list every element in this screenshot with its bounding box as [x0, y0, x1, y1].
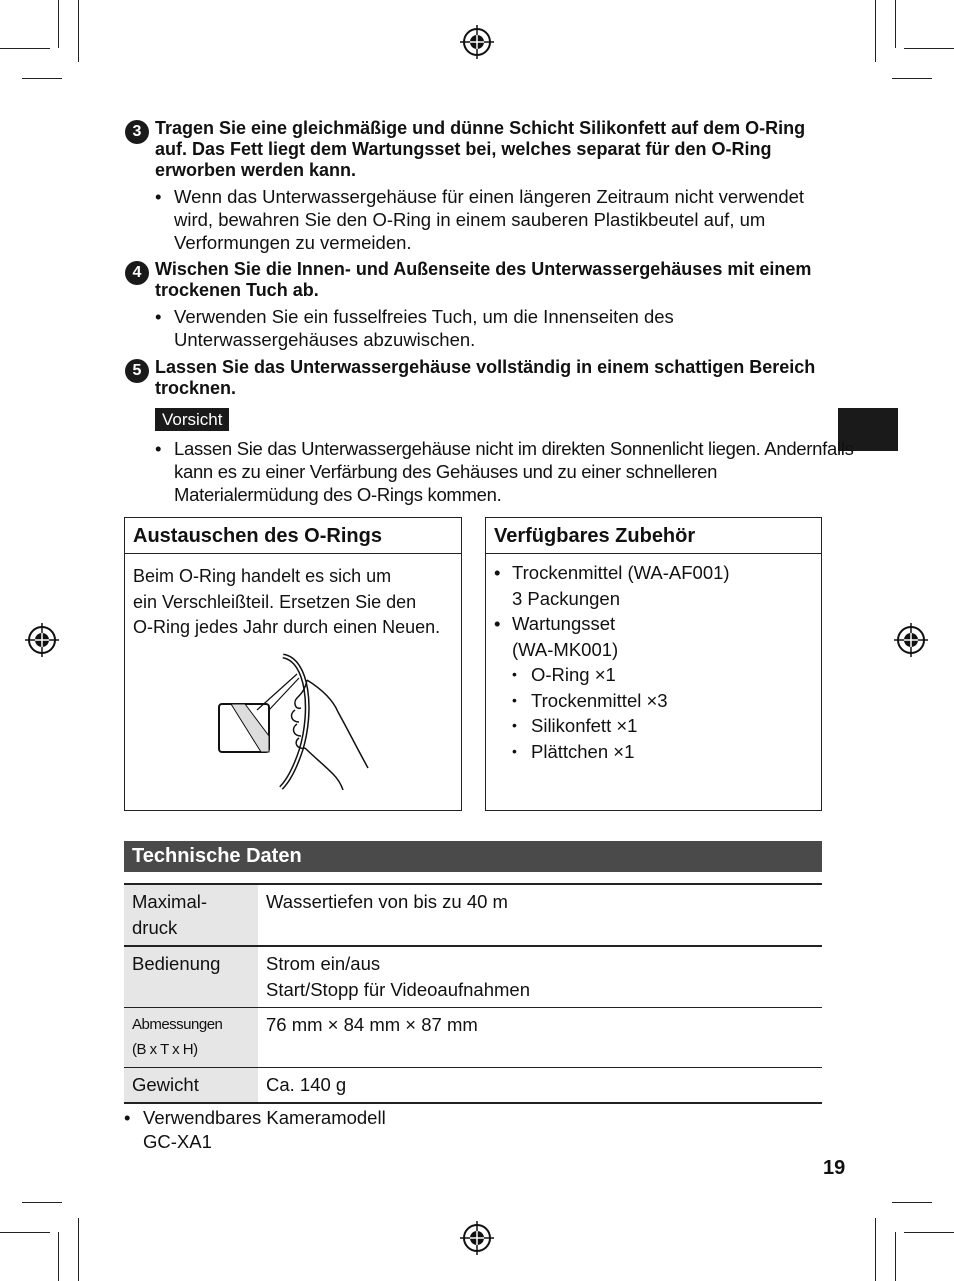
- kit-item: O-Ring ×1: [531, 664, 616, 685]
- box-text-line: ein Verschleißteil. Ersetzen Sie den: [133, 591, 417, 612]
- step-5: [125, 357, 825, 399]
- list-item: [512, 688, 821, 714]
- kit-item: Trockenmittel ×3: [531, 689, 668, 711]
- registration-mark-icon: [460, 25, 494, 59]
- spec-value: [258, 1008, 822, 1068]
- spec-label: [124, 884, 258, 946]
- spec-label-line: Abmessungen: [132, 1016, 223, 1033]
- oring-illustration-icon: [213, 650, 373, 790]
- spec-value-line: 76 mm × 84 mm × 87 mm: [266, 1014, 478, 1035]
- box-text-line: O-Ring jedes Jahr durch einen Neuen.: [133, 617, 441, 637]
- box-title: Austauschen des O-Rings: [125, 518, 461, 554]
- spec-value: [258, 946, 822, 1008]
- oring-replacement-box: [124, 517, 462, 811]
- crop-mark: [22, 1202, 62, 1203]
- crop-mark: [875, 1218, 876, 1281]
- step-note-text: Verwenden Sie ein fusselfreies Tuch, um die Innenseiten des Unterwassergehäuses abzuwischen.: [174, 306, 674, 350]
- accessories-box: [485, 517, 822, 811]
- registration-mark-icon: [894, 623, 928, 657]
- crop-mark: [904, 48, 954, 49]
- step-note: [155, 305, 825, 351]
- crop-mark: [892, 78, 932, 79]
- bullet-icon: •: [155, 306, 162, 327]
- bullet-icon: •: [512, 717, 517, 733]
- step-title: Lassen Sie das Unterwassergehäuse vollständig in einem schattigen Bereich trocknen.: [155, 357, 816, 398]
- crop-mark: [875, 0, 876, 62]
- specs-table: [124, 883, 822, 1104]
- bullet-icon: •: [124, 1107, 131, 1128]
- spec-value-line: Strom ein/aus: [266, 953, 381, 974]
- list-item: [486, 560, 821, 611]
- list-item: [512, 713, 821, 739]
- registration-mark-icon: [25, 623, 59, 657]
- spec-label-line: Maximal-: [132, 891, 208, 912]
- note-line: Verwendbares Kameramodell: [143, 1107, 386, 1128]
- spec-value: [258, 1068, 822, 1104]
- caution-label: Vorsicht: [155, 408, 229, 431]
- accessory-detail: (WA-MK001): [512, 638, 619, 660]
- spec-label: [124, 1008, 258, 1068]
- accessory-name: Trockenmittel (WA-AF001): [512, 562, 730, 583]
- caution-text: Lassen Sie das Unterwassergehäuse nicht im direkten Sonnenlicht liegen. Andernfalls kann es zu einer Verfärbung des Gehäuses und zu einer schnelleren Materialermüdung des O-Rings kommen.: [174, 438, 854, 505]
- note-line: GC-XA1: [143, 1131, 212, 1152]
- specs-heading: Technische Daten: [124, 841, 822, 872]
- crop-mark: [78, 1218, 79, 1281]
- spec-label-line: (B x T x H): [132, 1041, 198, 1058]
- spec-label: [124, 946, 258, 1008]
- box-text: [125, 554, 461, 641]
- accessories-list: [486, 554, 821, 764]
- crop-mark: [58, 1232, 59, 1281]
- table-row: [124, 884, 822, 946]
- spec-label-line: druck: [132, 917, 178, 938]
- step-note: [155, 185, 825, 254]
- step-note-text: Wenn das Unterwassergehäuse für einen längeren Zeitraum nicht verwendet wird, bewahren Sie den O-Ring in einem sauberen Plastikbeutel auf, um Verformungen zu vermeiden.: [174, 186, 805, 253]
- accessory-name: Wartungsset: [512, 613, 616, 634]
- crop-mark: [895, 0, 896, 48]
- step-4: [125, 259, 825, 351]
- crop-mark: [0, 1232, 50, 1233]
- kit-item: Silikonfett ×1: [531, 715, 638, 736]
- crop-mark: [892, 1202, 932, 1203]
- spec-value-line: Ca. 140 g: [266, 1074, 347, 1095]
- step-title: Tragen Sie eine gleichmäßige und dünne Schicht Silikonfett auf dem O-Ring auf. Das Fett liegt dem Wartungsset bei, welches separat für den O-Ring erworben werden kann.: [155, 118, 806, 180]
- crop-mark: [22, 78, 62, 79]
- bullet-icon: •: [512, 742, 517, 759]
- crop-mark: [78, 0, 79, 62]
- bullet-icon: •: [512, 691, 517, 708]
- spec-label-line: Bedienung: [132, 953, 221, 974]
- table-row: [124, 946, 822, 1008]
- spec-value-line: Wassertiefen von bis zu 40 m: [266, 891, 508, 912]
- step-number-badge: 3: [125, 120, 149, 144]
- crop-mark: [895, 1232, 896, 1281]
- list-item: [486, 611, 821, 764]
- crop-mark: [0, 48, 50, 49]
- table-row: [124, 1008, 822, 1068]
- compatible-model-note: [124, 1106, 386, 1154]
- step-number-badge: 5: [125, 359, 149, 383]
- page-number: 19: [823, 1157, 846, 1179]
- crop-mark: [904, 1232, 954, 1233]
- spec-label-line: Gewicht: [132, 1074, 199, 1095]
- kit-item: Plättchen ×1: [531, 740, 635, 762]
- list-item: [512, 662, 821, 688]
- spec-value: [258, 884, 822, 946]
- list-item: [512, 739, 821, 765]
- registration-mark-icon: [460, 1221, 494, 1255]
- bullet-icon: •: [494, 613, 501, 634]
- bullet-icon: •: [155, 186, 162, 207]
- caution-note: [155, 437, 854, 506]
- box-title: Verfügbares Zubehör: [486, 518, 821, 554]
- bullet-icon: •: [512, 666, 517, 682]
- step-3: [125, 118, 825, 254]
- box-text-line: Beim O-Ring handelt es sich um: [133, 566, 392, 586]
- kit-contents-list: [512, 662, 821, 764]
- spec-value-line: Start/Stopp für Videoaufnahmen: [266, 979, 530, 1000]
- step-number-badge: 4: [125, 261, 149, 285]
- bullet-icon: •: [494, 562, 501, 583]
- accessory-detail: 3 Packungen: [512, 587, 621, 609]
- bullet-icon: •: [155, 438, 162, 459]
- crop-mark: [58, 0, 59, 48]
- table-row: [124, 1068, 822, 1104]
- spec-label: [124, 1068, 258, 1104]
- step-title: Wischen Sie die Innen- und Außenseite des Unterwassergehäuses mit einem trockenen Tuch ab.: [155, 259, 812, 300]
